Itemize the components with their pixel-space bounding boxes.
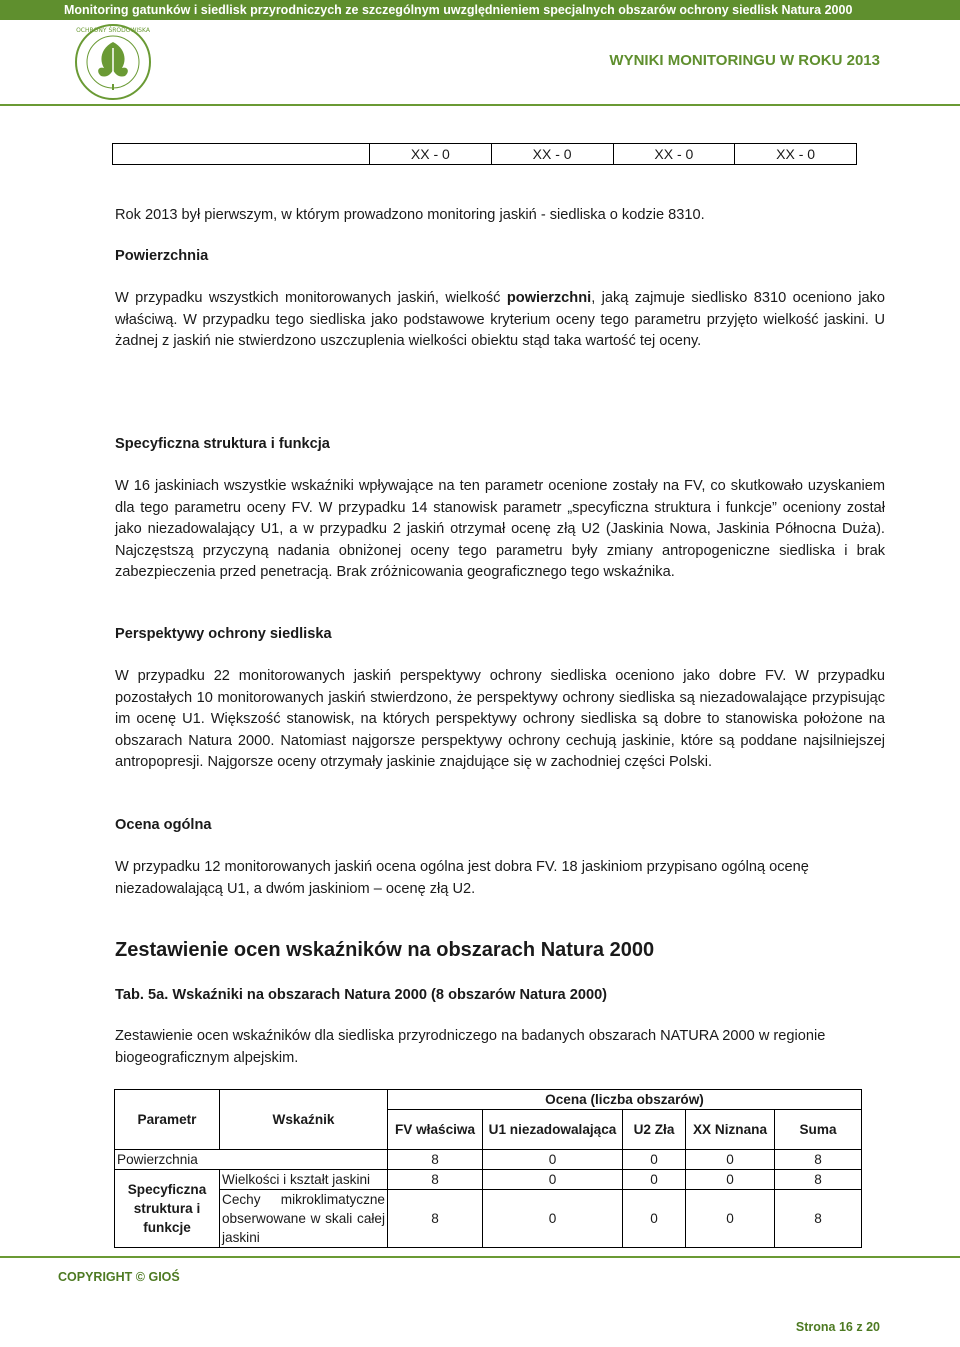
cell-suma: 8 (775, 1150, 862, 1170)
header-title: Monitoring gatunków i siedlisk przyrodniczych ze szczególnym uwzględnieniem specjalnych obszarów ochrony siedlisk Natura 2000 (64, 3, 853, 17)
cell-fv: 8 (388, 1170, 483, 1190)
indicators-table (114, 1089, 862, 1248)
heading-prospects: Perspektywy ochrony siedliska (115, 626, 332, 642)
top-table-blank-cell (113, 144, 370, 164)
heading-area: Powierzchnia (115, 248, 209, 264)
cell-fv: 8 (388, 1190, 483, 1248)
cell-fv: 8 (388, 1150, 483, 1170)
paragraph-overall: W przypadku 12 monitorowanych jaskiń ocena ogólna jest dobra FV. 18 jaskiniom przypisano ogólną ocenę niezadowalającą U1, a dwóm jaskiniom – ocenę złą U2. (115, 859, 809, 897)
heading-overall: Ocena ogólna (115, 817, 212, 833)
row-label-area: Powierzchnia (115, 1150, 388, 1170)
paragraph-area-part1: W przypadku wszystkich monitorowanych jaskiń, wielkość (115, 290, 507, 306)
cell-u1: 0 (483, 1190, 623, 1248)
footer-copyright: COPYRIGHT © GIOŚ (58, 1270, 180, 1284)
th-suma: Suma (775, 1110, 862, 1150)
cell-u2: 0 (623, 1170, 686, 1190)
th-fv: FV właściwa (388, 1110, 483, 1150)
paragraph-area-bold: powierzchni (506, 290, 592, 306)
table-note: Zestawienie ocen wskaźników dla siedliska przyrodniczego na badanych obszarach NATURA 2000 w regionie biogeograficznym alpejskim. (115, 1028, 826, 1066)
table-caption: Tab. 5a. Wskaźniki na obszarach Natura 2000 (8 obszarów Natura 2000) (115, 987, 608, 1003)
intro-paragraph: Rok 2013 był pierwszym, w którym prowadzono monitoring jaskiń - siedliska o kodzie 8310. (115, 207, 705, 223)
section-title: Zestawienie ocen wskaźników na obszarach Natura 2000 (115, 939, 655, 961)
top-table-cell: XX - 0 (370, 144, 492, 164)
th-wskaznik: Wskaźnik (220, 1090, 388, 1150)
cell-u1: 0 (483, 1150, 623, 1170)
paragraph-area-part2: , jaką zajmuje siedlisko 8310 oceniono jako właściwą. W przypadku tego siedliska jako podstawowe kryterium oceny tego parametru przyjęto wielkość jaskini. U żadnej z jaskiń nie stwierdzono uszczuplenia wielkości obiektu stąd taka wartość tej oceny. (115, 290, 885, 349)
gios-logo-icon (68, 18, 158, 100)
table-row (115, 1150, 862, 1170)
header-divider (0, 104, 960, 106)
indicator-micro: Cechy mikroklimatyczne obserwowane w skali całej jaskini (220, 1190, 388, 1248)
cell-u2: 0 (623, 1190, 686, 1248)
cell-suma: 8 (775, 1170, 862, 1190)
th-group-rating: Ocena (liczba obszarów) (388, 1090, 862, 1110)
paragraph-area (115, 288, 885, 353)
indicator-size: Wielkości i kształt jaskini (220, 1170, 388, 1190)
footer-divider (0, 1256, 960, 1258)
page-number: Strona 16 z 20 (795, 1320, 880, 1334)
heading-structure: Specyficzna struktura i funkcja (115, 436, 330, 452)
cell-xx: 0 (686, 1190, 775, 1248)
th-parametr: Parametr (115, 1090, 220, 1150)
paragraph-structure: W 16 jaskiniach wszystkie wskaźniki wpływające na ten parametr ocenione zostały na FV, co skutkowało uzyskaniem dla tego parametru oceny FV. W przypadku 14 stanowisk parametr „specyficzna struktura i funkcje” oceniony został jako niezadowalający U1, a w przypadku 2 jaskiń otrzymał ocenę złą U2 (Jaskinia Nowa, Jaskinia Północna Duża). Najczęstszą przyczyną nadania obniżonej oceny tego parametru były zmiany antropogeniczne siedliska i brak zabezpieczenia przed penetracją. Brak zróżnicowania geograficznego tego wskaźnika. (115, 478, 885, 580)
th-xx: XX Niznana (686, 1110, 775, 1150)
svg-text:OCHRONY ŚRODOWISKA: OCHRONY ŚRODOWISKA (76, 27, 150, 34)
param-structure: Specyficzna struktura i funkcje (115, 1170, 220, 1248)
table-row (115, 1170, 862, 1190)
top-summary-table (112, 143, 857, 165)
cell-suma: 8 (775, 1190, 862, 1248)
table-row (115, 1190, 862, 1248)
top-table-cell: XX - 0 (614, 144, 736, 164)
top-table-cell: XX - 0 (492, 144, 614, 164)
cell-u2: 0 (623, 1150, 686, 1170)
cell-xx: 0 (686, 1170, 775, 1190)
th-u1: U1 niezadowalająca (483, 1110, 623, 1150)
header-bar (0, 0, 960, 20)
cell-xx: 0 (686, 1150, 775, 1170)
cell-u1: 0 (483, 1170, 623, 1190)
header-subtitle: WYNIKI MONITORINGU W ROKU 2013 (609, 52, 880, 69)
th-u2: U2 Zła (623, 1110, 686, 1150)
top-table-cell: XX - 0 (776, 146, 816, 162)
paragraph-prospects: W przypadku 22 monitorowanych jaskiń perspektywy ochrony siedliska oceniono jako dobre FV. W przypadku pozostałych 10 monitorowanych jaskiń stwierdzono, że perspektywy ochrony siedliska są niezadowalające przypisując im ocenę U1. Większość stanowisk, na których perspektywy ochrony siedliska są dobre to stanowiska położone na obszarach Natura 2000. Natomiast najgorsze perspektywy ochrony cechują jaskinie, które są poddane najsilniejszej antropopresji. Najgorsze oceny otrzymały jaskinie znajdujące się w zachodniej części Polski. (115, 668, 885, 770)
